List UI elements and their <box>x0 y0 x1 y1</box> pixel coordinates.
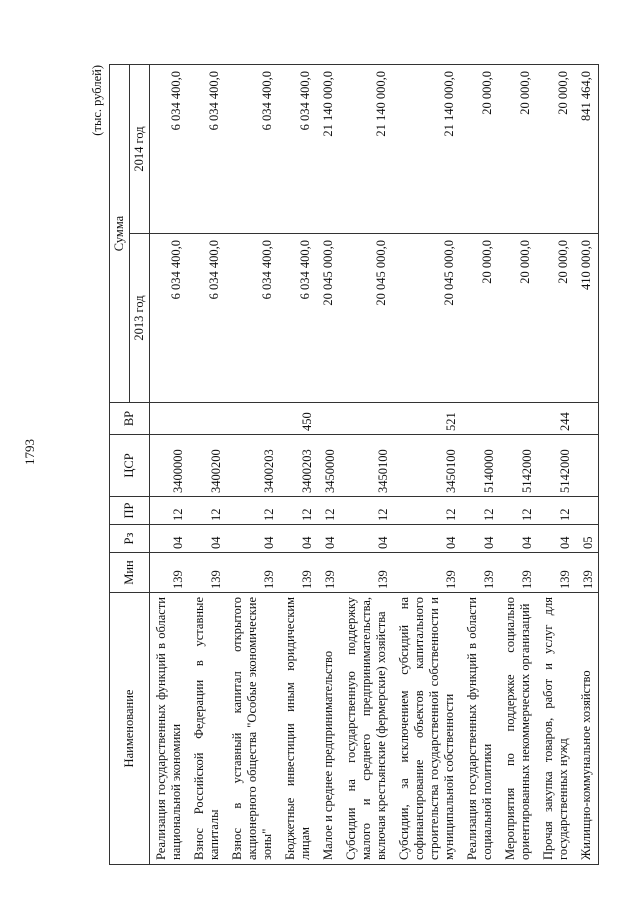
row-vr <box>499 403 537 435</box>
row-min: 139 <box>226 553 279 593</box>
row-rz: 04 <box>340 525 393 553</box>
row-csr: 3450100 <box>340 435 393 497</box>
header-vr: ВР <box>110 403 150 435</box>
row-min: 139 <box>499 553 537 593</box>
page-number: 1793 <box>22 439 37 465</box>
row-min: 139 <box>537 553 575 593</box>
row-vr <box>340 403 393 435</box>
row-pr: 12 <box>226 497 279 525</box>
header-name: Наименование <box>110 593 150 865</box>
row-csr: 3450100 <box>393 435 461 497</box>
row-amount-2013: 6 034 400,0 <box>150 234 189 403</box>
row-name: Прочая закупка товаров, работ и услуг для государственных нужд <box>537 593 575 865</box>
row-csr: 3400000 <box>150 435 189 497</box>
row-min: 139 <box>393 553 461 593</box>
row-name: Жилищно-коммунальное хозяйство <box>575 593 599 865</box>
row-pr: 12 <box>279 497 317 525</box>
row-min: 139 <box>340 553 393 593</box>
row-csr: 3450000 <box>317 435 340 497</box>
row-amount-2013: 20 000,0 <box>499 234 537 403</box>
table-header <box>110 65 150 865</box>
row-amount-2014: 21 140 000,0 <box>317 65 340 234</box>
row-pr: 12 <box>499 497 537 525</box>
row-amount-2013: 20 000,0 <box>537 234 575 403</box>
row-csr: 3400203 <box>279 435 317 497</box>
row-amount-2013: 20 000,0 <box>461 234 499 403</box>
table-row <box>537 65 575 865</box>
row-min: 139 <box>575 553 599 593</box>
row-vr <box>317 403 340 435</box>
row-rz: 04 <box>188 525 226 553</box>
row-csr <box>575 435 599 497</box>
row-csr: 5142000 <box>537 435 575 497</box>
rotated-table-sheet <box>84 65 640 865</box>
row-name: Мероприятия по поддержке социально ориентированных некоммерческих организаций <box>499 593 537 865</box>
row-pr: 12 <box>340 497 393 525</box>
row-vr <box>575 403 599 435</box>
row-amount-2014: 20 000,0 <box>537 65 575 234</box>
row-min: 139 <box>461 553 499 593</box>
row-name: Взнос Российской Федерации в уставные капиталы <box>188 593 226 865</box>
row-amount-2014: 20 000,0 <box>461 65 499 234</box>
header-year-2014: 2014 год <box>130 65 150 234</box>
row-vr <box>226 403 279 435</box>
row-name: Субсидии, за исключением субсидий на софинансирование объектов капитального строительства государственной собственности и муниципальной собственности <box>393 593 461 865</box>
budget-table <box>109 64 599 865</box>
row-pr: 12 <box>317 497 340 525</box>
row-amount-2014: 21 140 000,0 <box>393 65 461 234</box>
row-name: Реализация государственных функций в области социальной политики <box>461 593 499 865</box>
row-amount-2014: 21 140 000,0 <box>340 65 393 234</box>
row-rz: 04 <box>226 525 279 553</box>
row-min: 139 <box>279 553 317 593</box>
table-row <box>317 65 340 865</box>
row-amount-2013: 6 034 400,0 <box>279 234 317 403</box>
row-csr: 3400203 <box>226 435 279 497</box>
row-vr: 521 <box>393 403 461 435</box>
row-min: 139 <box>150 553 189 593</box>
row-amount-2013: 20 045 000,0 <box>340 234 393 403</box>
row-name: Малое и среднее предпринимательство <box>317 593 340 865</box>
header-pr: ПР <box>110 497 150 525</box>
row-amount-2014: 6 034 400,0 <box>150 65 189 234</box>
row-name: Взнос в уставный капитал открытого акционерного общества "Особые экономические зоны" <box>226 593 279 865</box>
row-rz: 04 <box>537 525 575 553</box>
row-rz: 04 <box>461 525 499 553</box>
row-rz: 04 <box>317 525 340 553</box>
row-pr: 12 <box>188 497 226 525</box>
header-rz: Рз <box>110 525 150 553</box>
row-amount-2013: 20 045 000,0 <box>317 234 340 403</box>
units-label: (тыс. рублей) <box>90 65 104 136</box>
row-min: 139 <box>188 553 226 593</box>
table-row <box>150 65 189 865</box>
header-sum: Сумма <box>110 65 130 403</box>
table-row <box>575 65 599 865</box>
row-vr: 450 <box>279 403 317 435</box>
row-min: 139 <box>317 553 340 593</box>
row-amount-2014: 6 034 400,0 <box>279 65 317 234</box>
table-row <box>226 65 279 865</box>
header-year-2013: 2013 год <box>130 234 150 403</box>
row-pr <box>575 497 599 525</box>
row-pr: 12 <box>150 497 189 525</box>
row-vr <box>461 403 499 435</box>
table-row <box>461 65 499 865</box>
row-csr: 5142000 <box>499 435 537 497</box>
row-rz: 04 <box>279 525 317 553</box>
row-csr: 5140000 <box>461 435 499 497</box>
row-vr: 244 <box>537 403 575 435</box>
row-pr: 12 <box>537 497 575 525</box>
row-pr: 12 <box>393 497 461 525</box>
row-rz: 04 <box>393 525 461 553</box>
row-name: Субсидии на государственную поддержку малого и среднего предпринимательства, включая крестьянские (фермерские) хозяйства <box>340 593 393 865</box>
row-amount-2014: 6 034 400,0 <box>226 65 279 234</box>
header-min: Мин <box>110 553 150 593</box>
table-row <box>499 65 537 865</box>
row-amount-2013: 6 034 400,0 <box>188 234 226 403</box>
row-amount-2014: 20 000,0 <box>499 65 537 234</box>
row-amount-2013: 20 045 000,0 <box>393 234 461 403</box>
row-csr: 3400200 <box>188 435 226 497</box>
row-amount-2013: 410 000,0 <box>575 234 599 403</box>
table-row <box>188 65 226 865</box>
table-row <box>393 65 461 865</box>
row-amount-2014: 6 034 400,0 <box>188 65 226 234</box>
row-name: Бюджетные инвестиции иным юридическим лицам <box>279 593 317 865</box>
row-vr <box>188 403 226 435</box>
row-vr <box>150 403 189 435</box>
row-amount-2014: 841 464,0 <box>575 65 599 234</box>
row-rz: 04 <box>150 525 189 553</box>
row-pr: 12 <box>461 497 499 525</box>
table-row <box>340 65 393 865</box>
row-amount-2013: 6 034 400,0 <box>226 234 279 403</box>
row-name: Реализация государственных функций в области национальной экономики <box>150 593 189 865</box>
table-row <box>279 65 317 865</box>
row-rz: 05 <box>575 525 599 553</box>
row-rz: 04 <box>499 525 537 553</box>
header-csr: ЦСР <box>110 435 150 497</box>
